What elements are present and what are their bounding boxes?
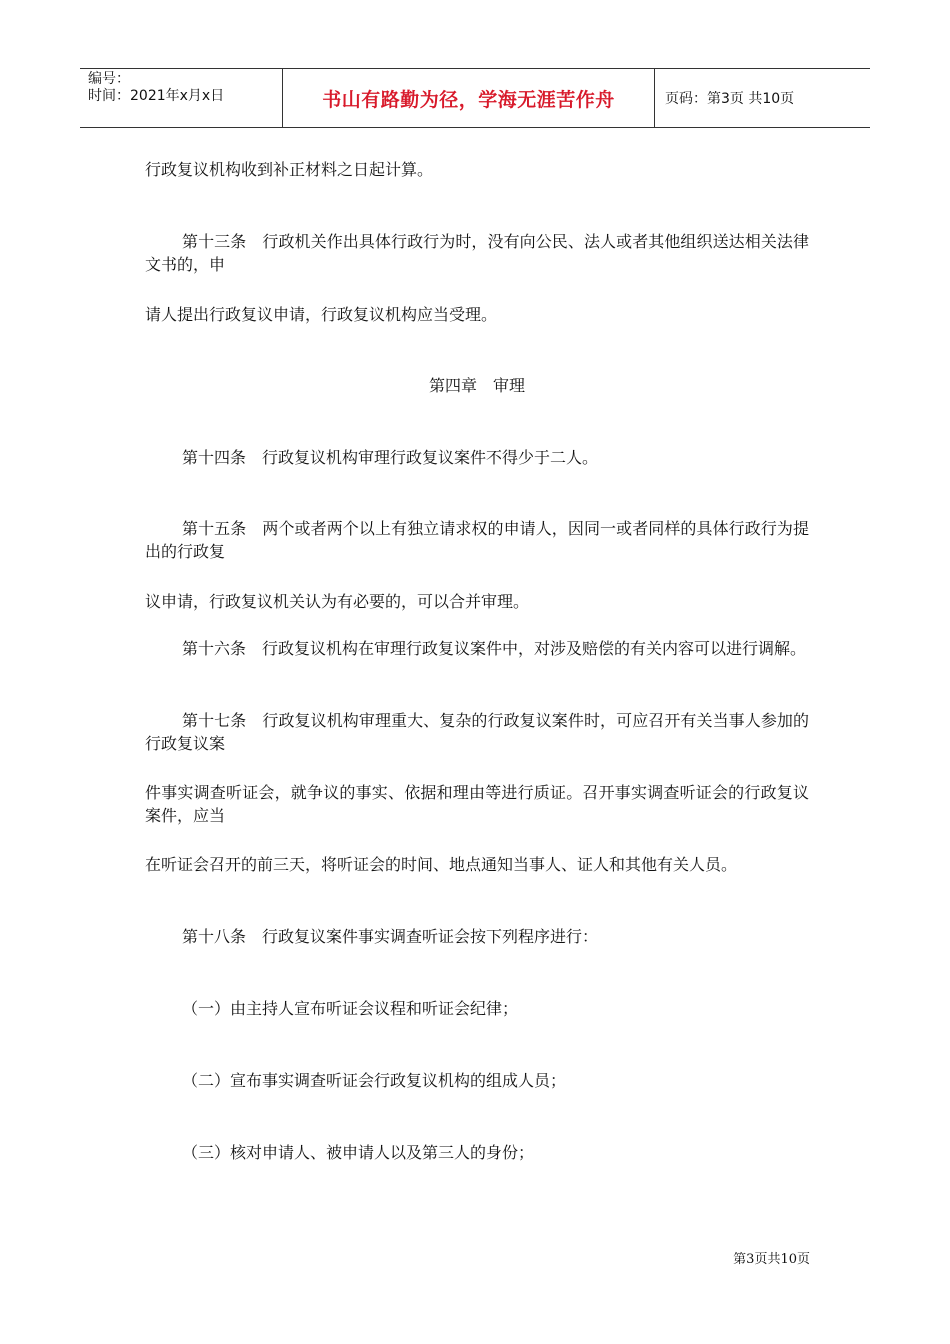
article-18: 第十八条 行政复议案件事实调查听证会按下列程序进行： (182, 927, 599, 946)
document-header (80, 68, 870, 128)
article-16: 第十六条 行政复议机构在审理行政复议案件中，对涉及赔偿的有关内容可以进行调解。 (182, 639, 807, 658)
list-item-1: （一）由主持人宣布听证会议程和听证会纪律； (182, 999, 519, 1018)
article-17: 第十七条 行政复议机构审理重大、复杂的行政复议案件时，可应召开有关当事人参加的行政复议案 (145, 711, 809, 753)
list-item-2: （二）宣布事实调查听证会行政复议机构的组成人员； (182, 1071, 567, 1090)
header-meta (80, 69, 282, 127)
article-15-cont: 议申请，行政复议机关认为有必要的，可以合并审理。 (145, 592, 530, 611)
motto-text: 书山有路勤为径，学海无涯苦作舟 (322, 88, 615, 111)
number-label: 编号： (88, 71, 130, 87)
header-motto-cell (282, 69, 655, 127)
time-label: 时间：2021年x月x日 (88, 88, 225, 104)
article-14: 第十四条 行政复议机构审理行政复议案件不得少于二人。 (182, 448, 599, 467)
chapter-title: 第四章 审理 (428, 376, 525, 395)
article-13-cont: 请人提出行政复议申请，行政复议机构应当受理。 (145, 305, 498, 324)
article-17-cont-2: 在听证会召开的前三天，将听证会的时间、地点通知当事人、证人和其他有关人员。 (145, 855, 738, 874)
paragraph-1: 行政复议机构收到补正材料之日起计算。 (145, 160, 434, 179)
article-13: 第十三条 行政机关作出具体行政行为时，没有向公民、法人或者其他组织送达相关法律文书的，申 (145, 232, 809, 274)
page-label: 页码：第3页 共10页 (665, 91, 795, 107)
article-15: 第十五条 两个或者两个以上有独立请求权的申请人，因同一或者同样的具体行政行为提出的行政复 (145, 519, 809, 561)
list-item-3: （三）核对申请人、被申请人以及第三人的身份； (182, 1143, 535, 1162)
page-footer: 第3页共10页 (733, 1252, 810, 1267)
header-page-cell (655, 69, 870, 127)
article-17-cont-1: 件事实调查听证会，就争议的事实、依据和理由等进行质证。召开事实调查听证会的行政复议案件，应当 (145, 783, 809, 825)
